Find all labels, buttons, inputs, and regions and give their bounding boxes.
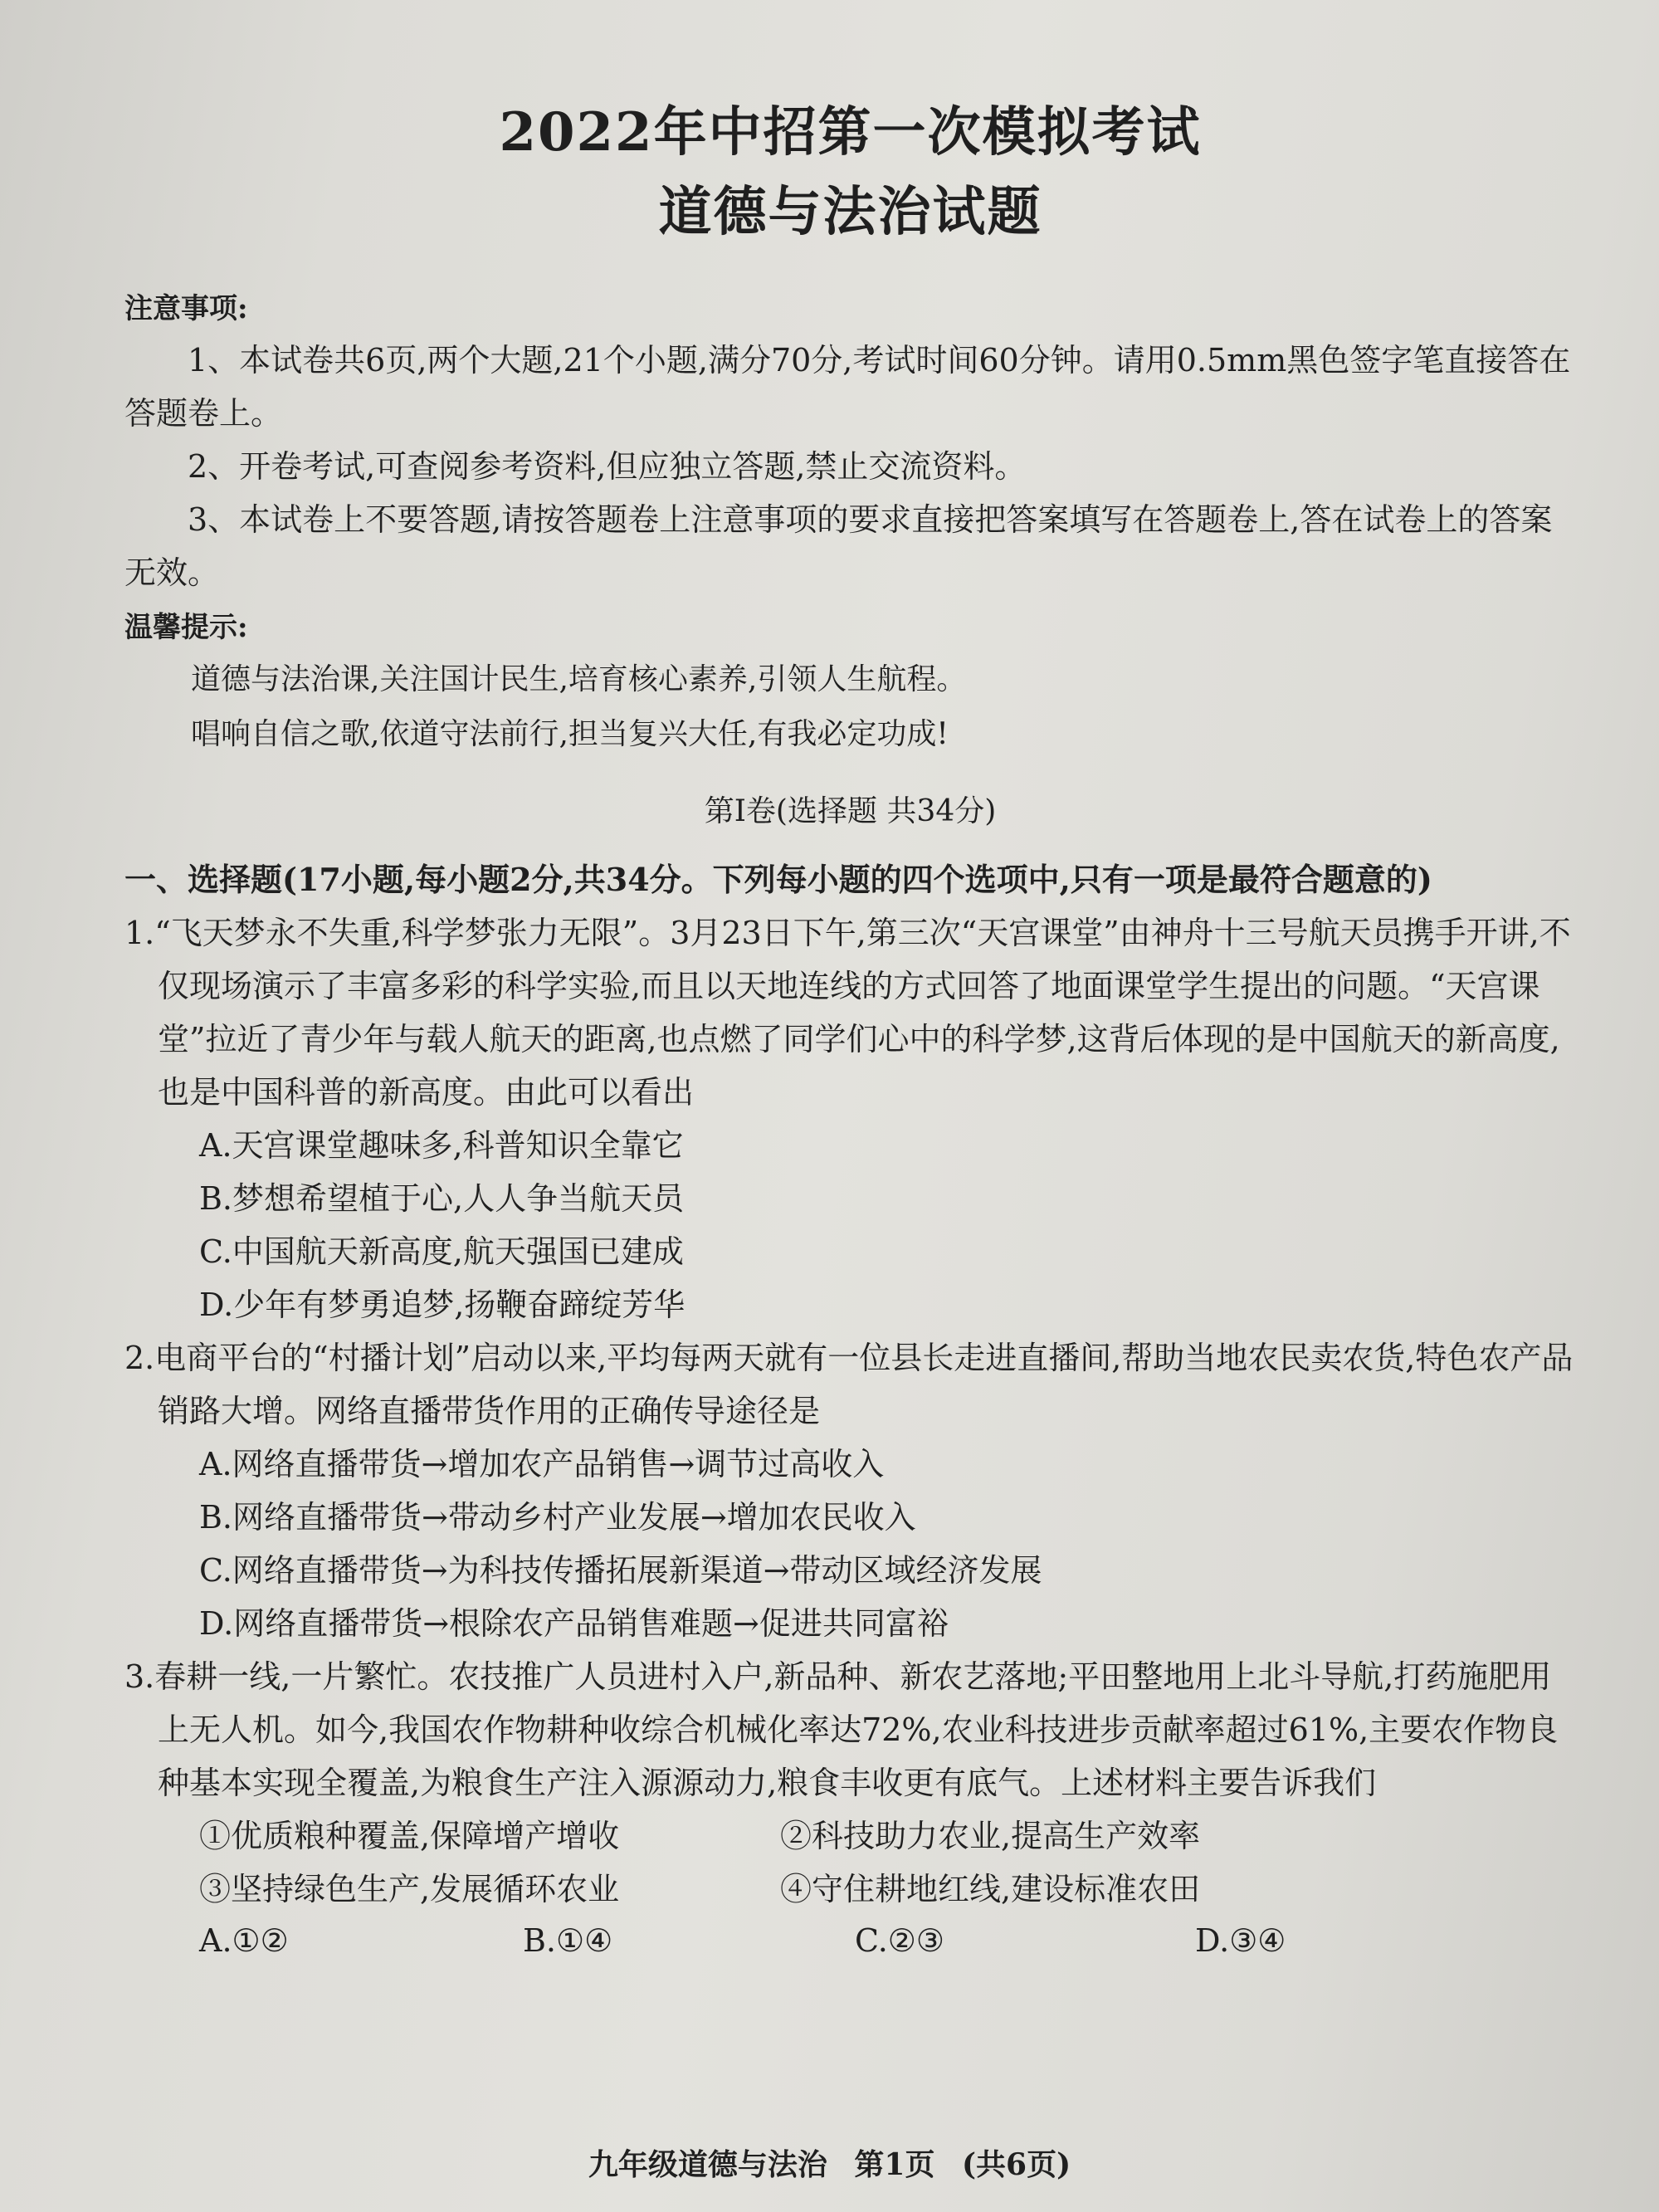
question-1-option-a: A.天宫课堂趣味多,科普知识全靠它 bbox=[199, 1127, 684, 1164]
page-footer: 九年级道德与法治 第1页 (共6页) bbox=[588, 2147, 1071, 2182]
question-2-option-c: C.网络直播带货→为科技传播拓展新渠道→带动区域经济发展 bbox=[199, 1552, 1042, 1589]
note-item: 3、本试卷上不要答题,请按答题卷上注意事项的要求直接把答案填写在答题卷上,答在试卷上的答案无效。 bbox=[124, 501, 1553, 591]
statement-2: ②科技助力农业,提高生产效率 bbox=[780, 1818, 1201, 1854]
statement-3: ③坚持绿色生产,发展循环农业 bbox=[199, 1871, 620, 1907]
notes-heading: 注意事项: bbox=[124, 292, 248, 325]
tip-line: 唱响自信之歌,依道守法前行,担当复兴大任,有我必定功成! bbox=[191, 717, 949, 751]
question-1-option-b: B.梦想希望植于心,人人争当航天员 bbox=[199, 1180, 685, 1217]
question-1-option-d: D.少年有梦勇追梦,扬鞭奋蹄绽芳华 bbox=[199, 1287, 686, 1323]
answer-c: C.②③ bbox=[855, 1922, 944, 1959]
section-title: 一、选择题(17小题,每小题2分,共34分。下列每小题的四个选项中,只有一项是最符合题意的) bbox=[124, 861, 1432, 898]
answer-b: B.①④ bbox=[523, 1922, 613, 1959]
tip-line: 道德与法治课,关注国计民生,培育核心素养,引领人生航程。 bbox=[191, 662, 967, 696]
question-3-stem: 3.春耕一线,一片繁忙。农技推广人员进村入户,新品种、新农艺落地;平田整地用上北斗导航,打药施肥用上无人机。如今,我国农作物耕种收综合机械化率达72%,农业科技进步贡献率超过61%,主要农作物良种基本实现全覆盖,为粮食生产注入源源动力,粮食丰收更有底气。上述材料主要告诉我们 bbox=[124, 1658, 1559, 1801]
answer-d: D.③④ bbox=[1195, 1922, 1286, 1959]
exam-title: 2022年中招第一次模拟考试 bbox=[499, 101, 1202, 164]
question-2-option-a: A.网络直播带货→增加农产品销售→调节过高收入 bbox=[199, 1446, 885, 1482]
exam-subject-title: 道德与法治试题 bbox=[658, 181, 1042, 243]
note-item: 2、开卷考试,可查阅参考资料,但应独立答题,禁止交流资料。 bbox=[188, 448, 1027, 485]
volume-title: 第Ⅰ卷(选择题 共34分) bbox=[704, 794, 997, 828]
tips-heading: 温馨提示: bbox=[124, 611, 248, 644]
statement-4: ④守住耕地红线,建设标准农田 bbox=[780, 1871, 1201, 1907]
answer-a: A.①② bbox=[199, 1922, 289, 1959]
question-1-option-c: C.中国航天新高度,航天强国已建成 bbox=[199, 1233, 684, 1270]
question-3-answers bbox=[124, 1916, 1576, 1982]
question-2-stem: 2.电商平台的“村播计划”启动以来,平均每两天就有一位县长走进直播间,帮助当地农民卖农货,特色农产品销路大增。网络直播带货作用的正确传导途径是 bbox=[124, 1340, 1574, 1429]
question-1-stem: 1.“飞天梦永不失重,科学梦张力无限”。3月23日下午,第三次“天宫课堂”由神舟十三号航天员携手开讲,不仅现场演示了丰富多彩的科学实验,而且以天地连线的方式回答了地面课堂学生提出的问题。“天宫课堂”拉近了青少年与载人航天的距离,也点燃了同学们心中的科学梦,这背后体现的是中国航天的新高度,也是中国科普的新高度。由此可以看出 bbox=[124, 915, 1571, 1111]
statement-1: ①优质粮种覆盖,保障增产增收 bbox=[199, 1818, 620, 1854]
question-3-statements bbox=[124, 1809, 1576, 1916]
question-2-option-b: B.网络直播带货→带动乡村产业发展→增加农民收入 bbox=[199, 1499, 916, 1536]
question-2-option-d: D.网络直播带货→根除农产品销售难题→促进共同富裕 bbox=[199, 1605, 949, 1642]
note-item: 1、本试卷共6页,两个大题,21个小题,满分70分,考试时间60分钟。请用0.5mm黑色签字笔直接答在答题卷上。 bbox=[124, 342, 1571, 432]
